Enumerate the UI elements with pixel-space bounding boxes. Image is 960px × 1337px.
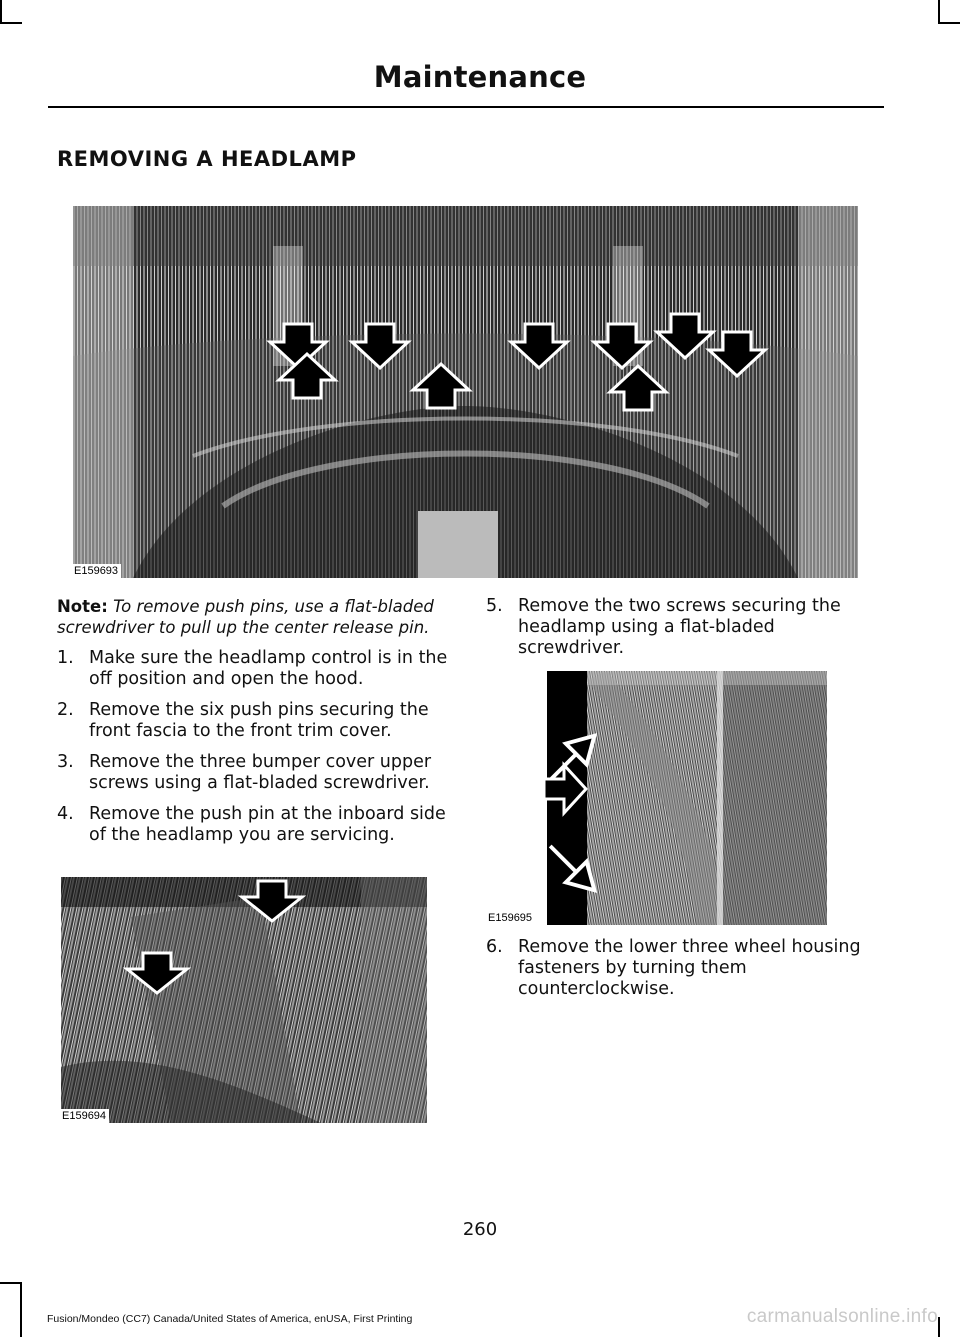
step-text: Make sure the headlamp control is in the off position and open the hood. xyxy=(89,648,448,689)
crop-mark xyxy=(938,22,960,24)
edition-footer: Fusion/Mondeo (CC7) Canada/United States of America, enUSA, First Printing xyxy=(47,1313,413,1325)
header-rule xyxy=(48,106,884,108)
note-label: Note: xyxy=(57,597,108,616)
step-number: 2. xyxy=(57,700,74,720)
steps-list-right-bottom xyxy=(486,937,884,1000)
figure-headlamp-screws xyxy=(488,671,827,925)
note xyxy=(57,596,452,638)
right-column-bottom xyxy=(486,927,884,1000)
steps-list-left xyxy=(57,648,452,846)
figure-label: E159695 xyxy=(487,911,535,925)
left-column xyxy=(57,596,452,846)
section-title: REMOVING A HEADLAMP xyxy=(57,147,357,171)
step-text: Remove the lower three wheel housing fasteners by turning them counterclockwise. xyxy=(518,937,861,999)
note-text: To remove push pins, use a flat-bladed screwdriver to pull up the center release pin. xyxy=(57,597,434,637)
crop-mark xyxy=(938,1317,940,1337)
front-fascia-illustration xyxy=(73,206,858,578)
step-item xyxy=(57,648,452,690)
step-item xyxy=(486,937,884,1000)
figure-front-fascia xyxy=(73,206,858,578)
step-item xyxy=(57,752,452,794)
headlamp-screws-illustration xyxy=(547,671,827,925)
push-pin-illustration xyxy=(61,877,427,1123)
step-text: Remove the push pin at the inboard side of the headlamp you are servicing. xyxy=(89,804,446,845)
steps-list-right xyxy=(486,596,884,659)
figure-label: E159694 xyxy=(61,1109,109,1123)
crop-mark xyxy=(0,1282,22,1284)
page-number: 260 xyxy=(462,1219,498,1240)
step-text: Remove the three bumper cover upper screws using a flat-bladed screwdriver. xyxy=(89,752,432,793)
crop-mark xyxy=(938,0,940,22)
figure-label: E159693 xyxy=(73,564,121,578)
step-item xyxy=(57,804,452,846)
step-number: 4. xyxy=(57,804,74,824)
crop-mark xyxy=(0,22,22,24)
step-number: 1. xyxy=(57,648,74,668)
step-text: Remove the six push pins securing the front fascia to the front trim cover. xyxy=(89,700,429,741)
step-item xyxy=(57,700,452,742)
figure-inboard-push-pin xyxy=(61,877,427,1123)
step-item xyxy=(486,596,884,659)
step-text: Remove the two screws securing the headlamp using a flat-bladed screwdriver. xyxy=(518,596,841,658)
crop-mark xyxy=(20,1282,22,1337)
step-number: 6. xyxy=(486,937,503,957)
crop-mark xyxy=(0,0,2,22)
right-column-top xyxy=(486,586,884,659)
step-number: 3. xyxy=(57,752,74,772)
step-number: 5. xyxy=(486,596,503,616)
page-header: Maintenance xyxy=(373,60,587,94)
watermark: carmanualsonline.info xyxy=(746,1306,938,1327)
